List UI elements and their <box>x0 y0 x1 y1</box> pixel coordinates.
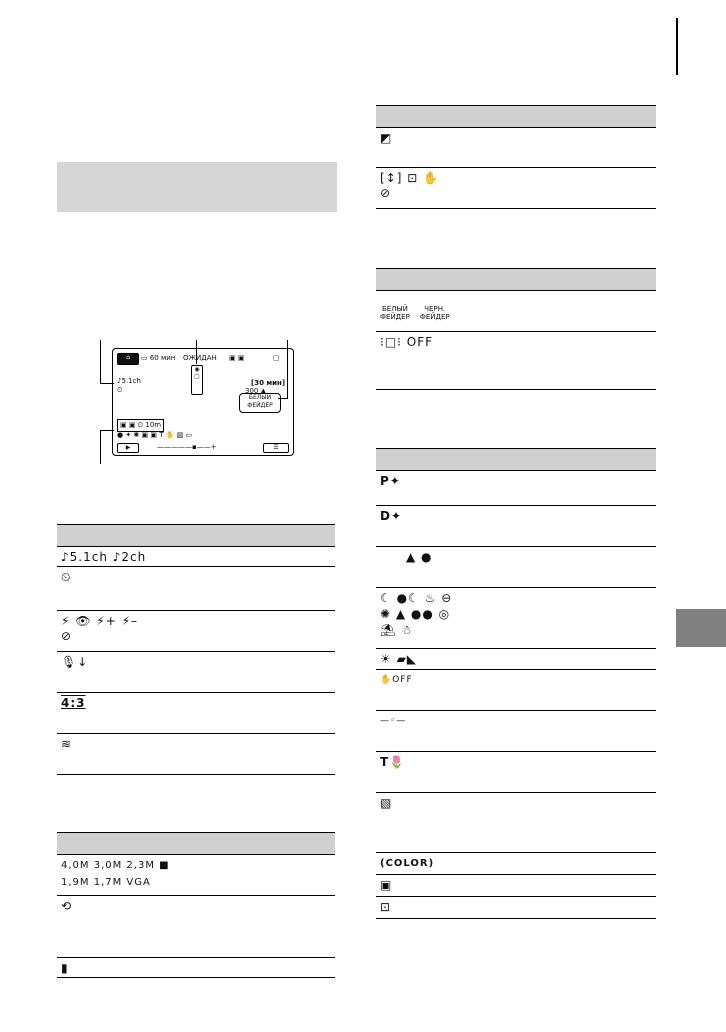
table-row: ☀ ▰◣ <box>376 649 656 670</box>
left-table-1 <box>57 524 335 775</box>
table-header <box>376 269 656 291</box>
callout-line <box>100 430 101 464</box>
table-row: ✋OFF <box>376 670 656 711</box>
media-icon: ▢ <box>273 354 280 362</box>
table-row: ▧ <box>376 793 656 853</box>
table-row: ⟲ <box>57 896 335 958</box>
table-row: [↕] ⊡ ✋ ⊘ <box>376 168 656 209</box>
table-header <box>376 449 656 471</box>
table-row: ☾ ●☾ ♨ ⊖ ✺ ▲ ●● ◎ ⛱ ☃ <box>376 588 656 649</box>
remaining-time: [30 мин] <box>251 379 286 387</box>
white-fader-label: БЕЛЫЙ ФЕЙДЕР <box>380 305 410 321</box>
table-header <box>376 106 656 128</box>
page-edge-rule <box>676 18 678 75</box>
black-fader-label: ЧЕРН. ФЕЙДЕР <box>419 305 450 321</box>
table-row: ▲ ● <box>376 547 656 588</box>
right-table-1 <box>376 105 656 209</box>
table-row <box>376 291 656 332</box>
audio-indicator: ♪5.1ch <box>117 377 141 385</box>
fader-button: БЕЛЫЙ ФЕЙДЕР <box>239 393 281 413</box>
status-text: ОЖИДАН <box>183 354 217 362</box>
timer-icon: ⏲ <box>117 386 123 394</box>
right-table-2 <box>376 268 656 390</box>
section-thumb-tab <box>676 609 726 647</box>
table-row: T🌷 <box>376 752 656 793</box>
table-row: 4:3 <box>57 693 335 734</box>
table-header <box>57 525 335 547</box>
table-row: (COLOR) <box>376 853 656 875</box>
table-row: ⚡ 👁 ⚡+ ⚡– ⊘ <box>57 611 335 652</box>
hd-indicator: ▣ ▣ <box>229 354 245 362</box>
table-row: ⊡ <box>376 897 656 919</box>
option-button: ☰ <box>263 443 289 453</box>
settings-strip: ▣ ▣ ⏲ 10m <box>117 419 164 432</box>
exposure-slider: —————▪——+ <box>157 443 217 451</box>
table-row: ♪5.1ch ♪2ch <box>57 547 335 567</box>
table-row: —◦— <box>376 711 656 752</box>
left-table-2 <box>57 832 335 978</box>
right-table-3 <box>376 448 656 919</box>
lcd-screen <box>112 348 294 456</box>
shots-remaining: 300 ▲ <box>245 387 266 395</box>
section-heading-box <box>57 162 337 212</box>
table-row: ◩ <box>376 128 656 168</box>
home-button: ⌂ <box>117 353 139 365</box>
table-row: ⁝□⁝ OFF <box>376 332 656 390</box>
table-row: D✦ <box>376 506 656 547</box>
table-row: ▣ <box>376 875 656 897</box>
table-row: P✦ <box>376 471 656 506</box>
table-row: ▮ <box>57 958 335 978</box>
settings-strip-2: ● ✦ ✺ ▣ ▣ T ✋ ▧ ▭ <box>117 431 193 439</box>
playback-button: ▶ <box>117 443 139 453</box>
table-header <box>57 833 335 855</box>
table-row: ⏲ <box>57 567 335 611</box>
callout-line <box>100 340 101 384</box>
shot-indicator-box: ◉ ▢ <box>191 365 203 395</box>
table-row: 4,0M 3,0M 2,3M ■ 1,9M 1,7M VGA <box>57 855 335 896</box>
table-row: ≋ <box>57 734 335 775</box>
table-row: 🎙↓ <box>57 652 335 693</box>
battery-indicator: ▭ 60 мин <box>141 354 176 362</box>
